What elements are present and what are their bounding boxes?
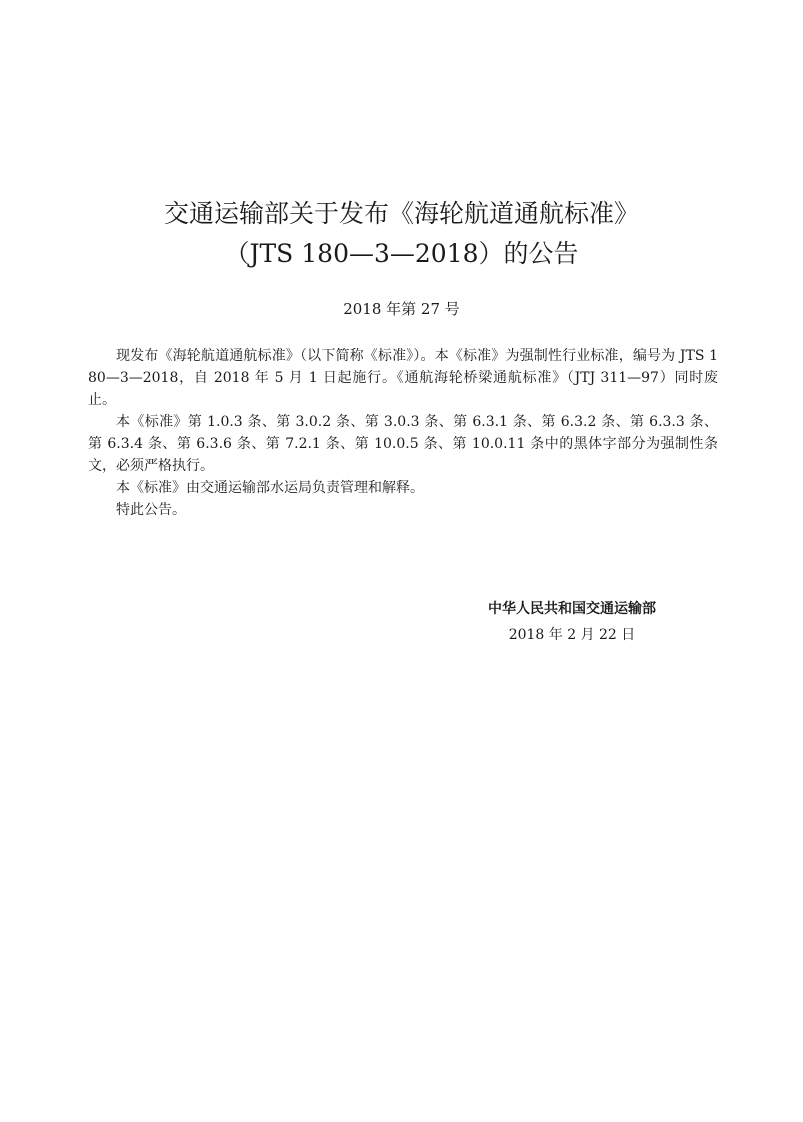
issue-date: 2018 年 2 月 22 日: [508, 627, 636, 643]
announcement-title-line-2: （JTS 180—3—2018）的公告: [224, 239, 579, 268]
paragraph-release: 现发布《海轮航道通航标准》（以下简称《标准》）。本《标准》为强制性行业标准，编号为 JTS 180—3—2018，自 2018 年 5 月 1 日起施行。《通航海轮桥梁通航标准》（JTJ 311—97）同时废止。: [88, 348, 718, 408]
announcement-title-line-1: 交通运输部关于发布《海轮航道通航标准》: [163, 199, 639, 228]
paragraph-closing: 特此公告。: [116, 502, 186, 518]
document-number: 2018 年第 27 号: [343, 300, 460, 318]
signature-block: [452, 598, 692, 646]
issuing-organization: 中华人民共和国交通运输部: [488, 601, 656, 617]
paragraph-mandatory-clauses: 本《标准》第 1.0.3 条、第 3.0.2 条、第 3.0.3 条、第 6.3.1 条、第 6.3.2 条、第 6.3.3 条、第 6.3.4 条、第 6.3.6 条、第 7.2.1 条、第 10.0.5 条、第 10.0.11 条中的黑体字部分为强制性条文，必须严格执行。: [88, 414, 718, 474]
paragraph-management: 本《标准》由交通运输部水运局负责管理和解释。: [116, 480, 424, 496]
announcement-body: [88, 345, 718, 521]
